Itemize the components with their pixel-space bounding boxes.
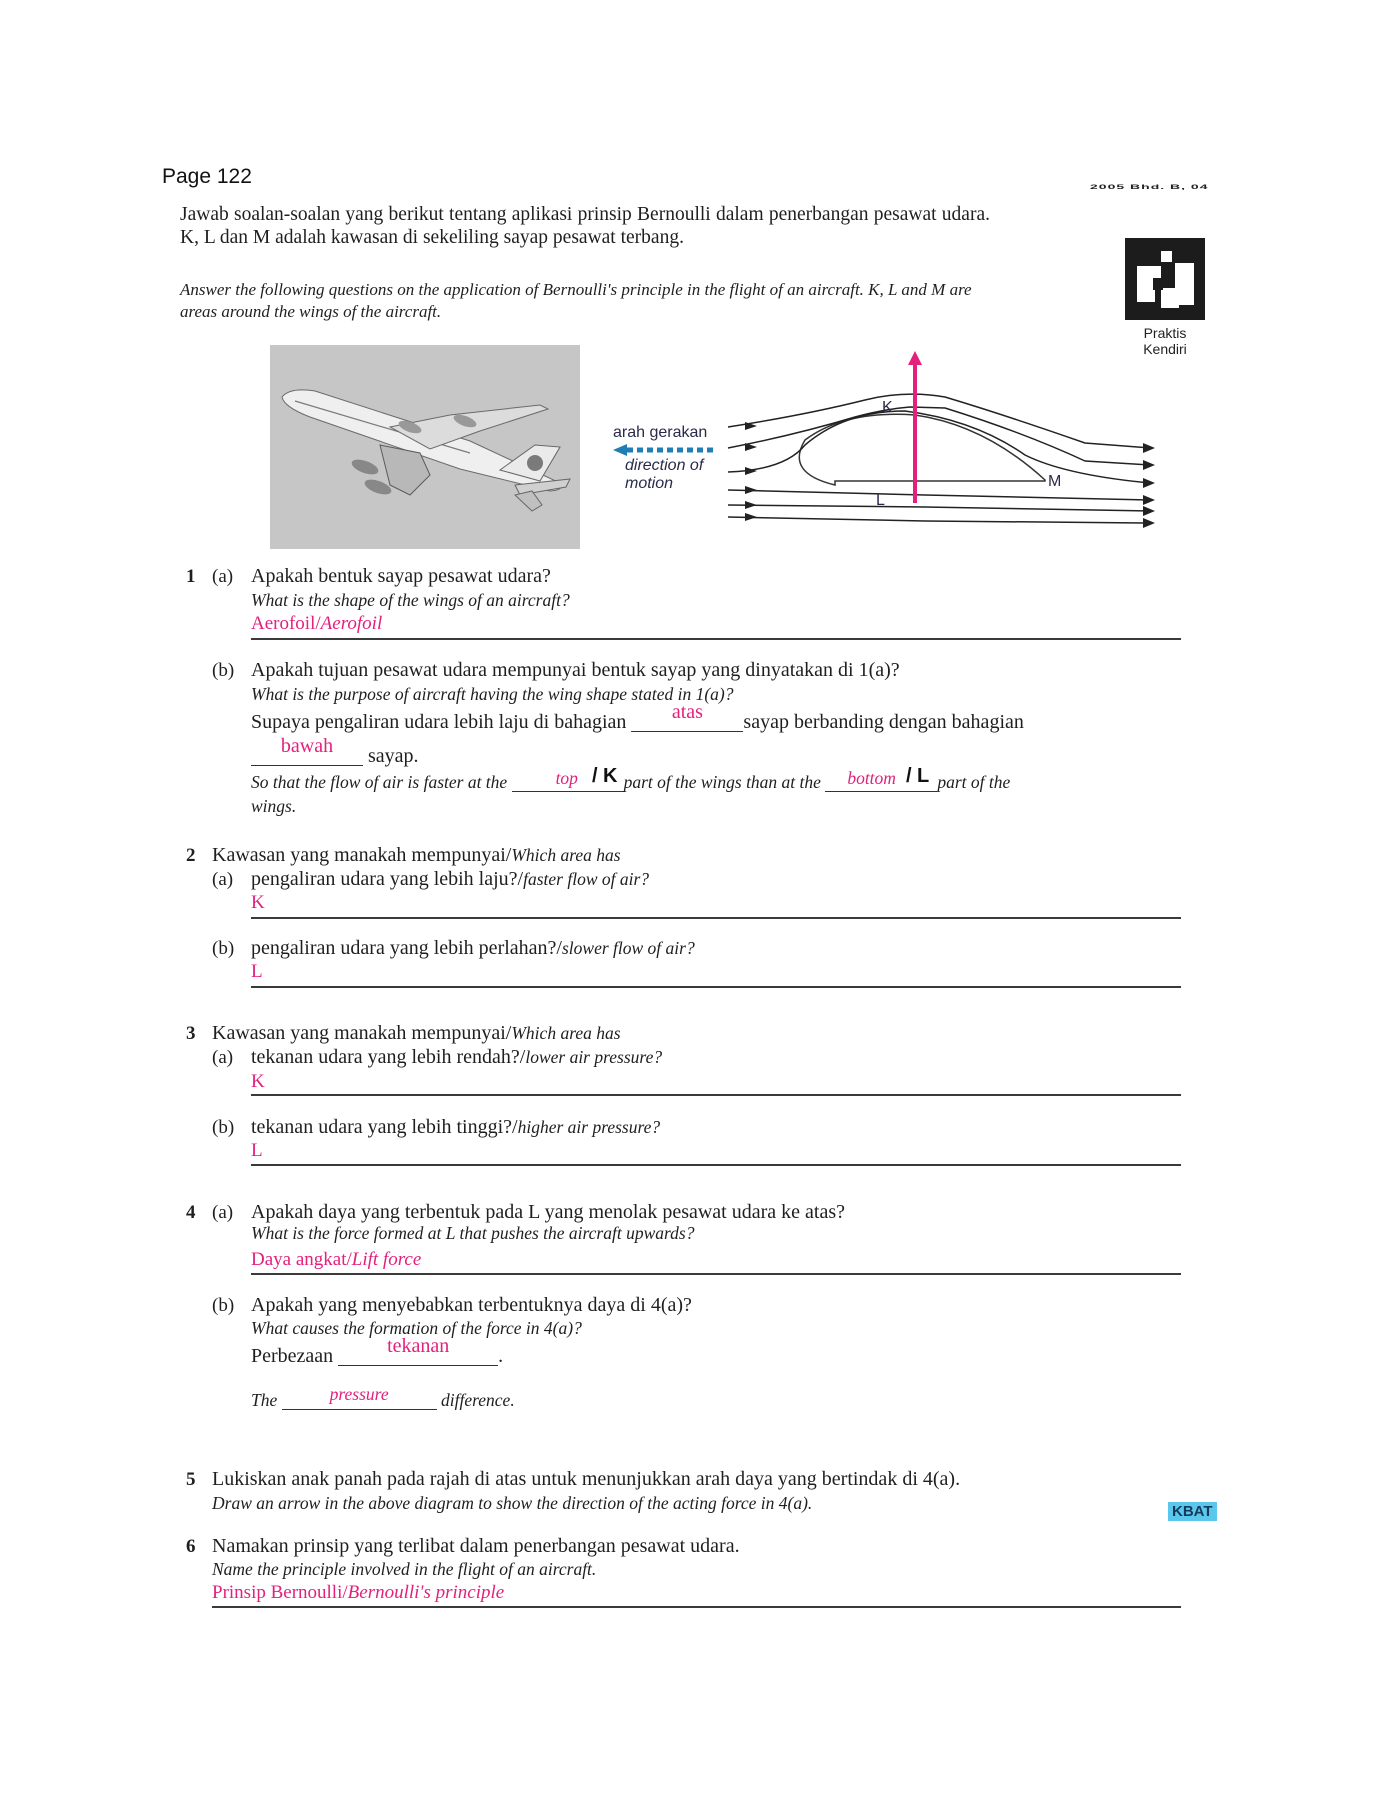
- q3b-answer[interactable]: L: [251, 1140, 263, 1161]
- q1b-fill-malay-line2: [251, 735, 419, 768]
- q6-answer-english: Bernoulli's principle: [347, 1582, 505, 1603]
- q1b-english: What is the purpose of aircraft having the wing shape stated in 1(a)?: [251, 684, 734, 704]
- q3a-answer[interactable]: K: [251, 1071, 265, 1092]
- q1b-fill-en-text: part of the wings than at the: [623, 772, 821, 792]
- lift-arrow-head-icon: [908, 351, 922, 365]
- q1b-blank-bawah[interactable]: [251, 735, 363, 766]
- q4a-english: What is the force formed at L that pushes the aircraft upwards?: [251, 1223, 695, 1243]
- q2-stem-malay: Kawasan yang manakah mempunyai/: [212, 844, 512, 866]
- q4a-answer-line: [251, 1273, 1181, 1275]
- q2-stem: [212, 844, 621, 867]
- q4b-fill-en-text: The: [251, 1390, 278, 1410]
- qr-code-icon[interactable]: [1125, 238, 1205, 320]
- q3a-malay: tekanan udara yang lebih rendah?/: [251, 1046, 526, 1068]
- q4b-fill-period: .: [498, 1345, 504, 1367]
- region-l-label: L: [876, 492, 885, 509]
- q4a-label: (a): [212, 1202, 234, 1223]
- q1b-handwritten-l: / L: [905, 765, 930, 787]
- q1a-answer[interactable]: [251, 613, 382, 635]
- praktis-label-line2: Kendiri: [1143, 341, 1187, 357]
- aircraft-photo: [270, 345, 580, 549]
- q1a-answer-malay: Aerofoil/: [251, 613, 321, 634]
- q3a-english: lower air pressure?: [525, 1047, 663, 1067]
- q2a-english: faster flow of air?: [523, 869, 650, 889]
- q4a-malay: Apakah daya yang terbentuk pada L yang menolak pesawat udara ke atas?: [251, 1201, 846, 1223]
- q6-answer-line: [212, 1606, 1181, 1608]
- q4b-blank-tekanan[interactable]: [338, 1335, 498, 1366]
- q4b-label: (b): [212, 1295, 235, 1316]
- q1b-fill-malay-line1: [251, 701, 1024, 734]
- q1b-malay: Apakah tujuan pesawat udara mempunyai bentuk sayap yang dinyatakan di 1(a)?: [251, 659, 900, 681]
- q4b-answer-tekanan: tekanan: [387, 1335, 450, 1357]
- q2a-answer[interactable]: K: [251, 892, 265, 913]
- q4b-fill-english: [251, 1384, 515, 1411]
- q1b-fill-english-line2: wings.: [251, 796, 297, 816]
- region-m-label: M: [1048, 473, 1062, 490]
- q1b-blank-atas[interactable]: [631, 701, 743, 732]
- q1b-fill-text: sayap berbanding dengan bahagian: [743, 711, 1024, 733]
- q3b-question: [251, 1116, 660, 1139]
- q4b-fill-malay: [251, 1335, 504, 1368]
- q3b-label: (b): [212, 1117, 235, 1138]
- q1b-fill-en-text: So that the flow of air is faster at the: [251, 772, 508, 792]
- q1a-malay: Apakah bentuk sayap pesawat udara?: [251, 565, 551, 587]
- q3-stem-english: Which area has: [511, 1023, 621, 1043]
- q1b-fill-en-text: part of the: [937, 772, 1011, 792]
- q6-malay: Namakan prinsip yang terlibat dalam penerbangan pesawat udara.: [212, 1535, 740, 1557]
- q1a-answer-line: [251, 638, 1181, 640]
- q1-number: 1: [186, 566, 196, 587]
- q2a-label: (a): [212, 869, 234, 890]
- q1b-blank-top[interactable]: [512, 765, 624, 792]
- motion-label-malay: arah gerakan: [613, 424, 708, 441]
- motion-label-english-1: direction of: [625, 457, 704, 474]
- q1b-fill-english-line1: [251, 765, 1011, 793]
- q1a-english: What is the shape of the wings of an aircraft?: [251, 590, 570, 610]
- q4b-english: What causes the formation of the force in 4(a)?: [251, 1318, 582, 1338]
- page-number-label: Page 122: [162, 165, 252, 188]
- q4b-fill-text: Perbezaan: [251, 1345, 334, 1367]
- q1a-label: (a): [212, 566, 234, 587]
- q3b-answer-line: [251, 1164, 1181, 1166]
- motion-direction-arrow-icon: [613, 444, 715, 456]
- q4a-answer-english: Lift force: [351, 1249, 422, 1270]
- q4b-malay: Apakah yang menyebabkan terbentuknya daya di 4(a)?: [251, 1294, 692, 1316]
- q1b-blank-bottom[interactable]: [825, 765, 937, 792]
- q4b-blank-pressure[interactable]: [282, 1384, 437, 1410]
- q1b-answer-atas: atas: [671, 701, 703, 723]
- q3b-malay: tekanan udara yang lebih tinggi?/: [251, 1116, 518, 1138]
- q2a-answer-line: [251, 917, 1181, 919]
- q3b-english: higher air pressure?: [517, 1117, 661, 1137]
- q4b-answer-pressure: pressure: [329, 1384, 389, 1404]
- q4a-answer[interactable]: [251, 1249, 421, 1271]
- q2-number: 2: [186, 845, 196, 866]
- region-k-label: K: [882, 399, 893, 416]
- kbat-badge: KBAT: [1168, 1502, 1217, 1521]
- q6-english: Name the principle involved in the flight of an aircraft.: [212, 1559, 597, 1579]
- q1a-answer-english: Aerofoil: [320, 613, 383, 634]
- q2b-malay: pengaliran udara yang lebih perlahan?/: [251, 937, 562, 959]
- q2b-answer-line: [251, 986, 1181, 988]
- q2b-question: [251, 937, 695, 960]
- q2b-english: slower flow of air?: [561, 938, 695, 958]
- header-reference: 2005 Bhd. B, 04: [1090, 183, 1209, 191]
- q1b-fill-text: sayap.: [368, 745, 419, 767]
- q1b-answer-top: top: [555, 768, 578, 788]
- q2a-question: [251, 868, 649, 891]
- q3-stem-malay: Kawasan yang manakah mempunyai/: [212, 1022, 512, 1044]
- q3-stem: [212, 1022, 621, 1045]
- q6-answer[interactable]: [212, 1582, 504, 1604]
- q4-number: 4: [186, 1202, 196, 1223]
- q1b-label: (b): [212, 660, 235, 681]
- q6-number: 6: [186, 1536, 196, 1557]
- q2b-label: (b): [212, 938, 235, 959]
- q5-number: 5: [186, 1469, 196, 1490]
- airflow-diagram: [605, 345, 1165, 535]
- q1b-answer-bottom: bottom: [847, 768, 896, 788]
- q2a-malay: pengaliran udara yang lebih laju?/: [251, 868, 524, 890]
- q2b-answer[interactable]: L: [251, 961, 263, 982]
- q4b-fill-en-text: difference.: [441, 1390, 515, 1410]
- q6-answer-malay: Prinsip Bernoulli/: [212, 1582, 348, 1603]
- q5-malay: Lukiskan anak panah pada rajah di atas untuk menunjukkan arah daya yang bertindak di 4(a).: [212, 1468, 961, 1490]
- q3a-question: [251, 1046, 662, 1069]
- q5-english: Draw an arrow in the above diagram to show the direction of the acting force in 4(a).: [212, 1493, 813, 1513]
- q3a-answer-line: [251, 1094, 1181, 1096]
- q1b-answer-bawah: bawah: [280, 735, 334, 757]
- q2-stem-english: Which area has: [511, 845, 621, 865]
- q1b-handwritten-k: / K: [591, 765, 618, 787]
- intro-english: Answer the following questions on the application of Bernoulli's principle in the flight of an aircraft. K, L and M are areas around the wings of the aircraft.: [180, 280, 972, 321]
- q3a-label: (a): [212, 1047, 234, 1068]
- q3-number: 3: [186, 1023, 196, 1044]
- motion-label-english-2: motion: [625, 475, 674, 492]
- praktis-label-line1: Praktis: [1143, 325, 1187, 341]
- q1b-fill-text: Supaya pengaliran udara lebih laju di bahagian: [251, 711, 627, 733]
- intro-malay: Jawab soalan-soalan yang berikut tentang aplikasi prinsip Bernoulli dalam penerbangan pesawat udara. K, L dan M adalah kawasan di sekeliling sayap pesawat terbang.: [180, 204, 990, 248]
- q4a-answer-malay: Daya angkat/: [251, 1249, 352, 1270]
